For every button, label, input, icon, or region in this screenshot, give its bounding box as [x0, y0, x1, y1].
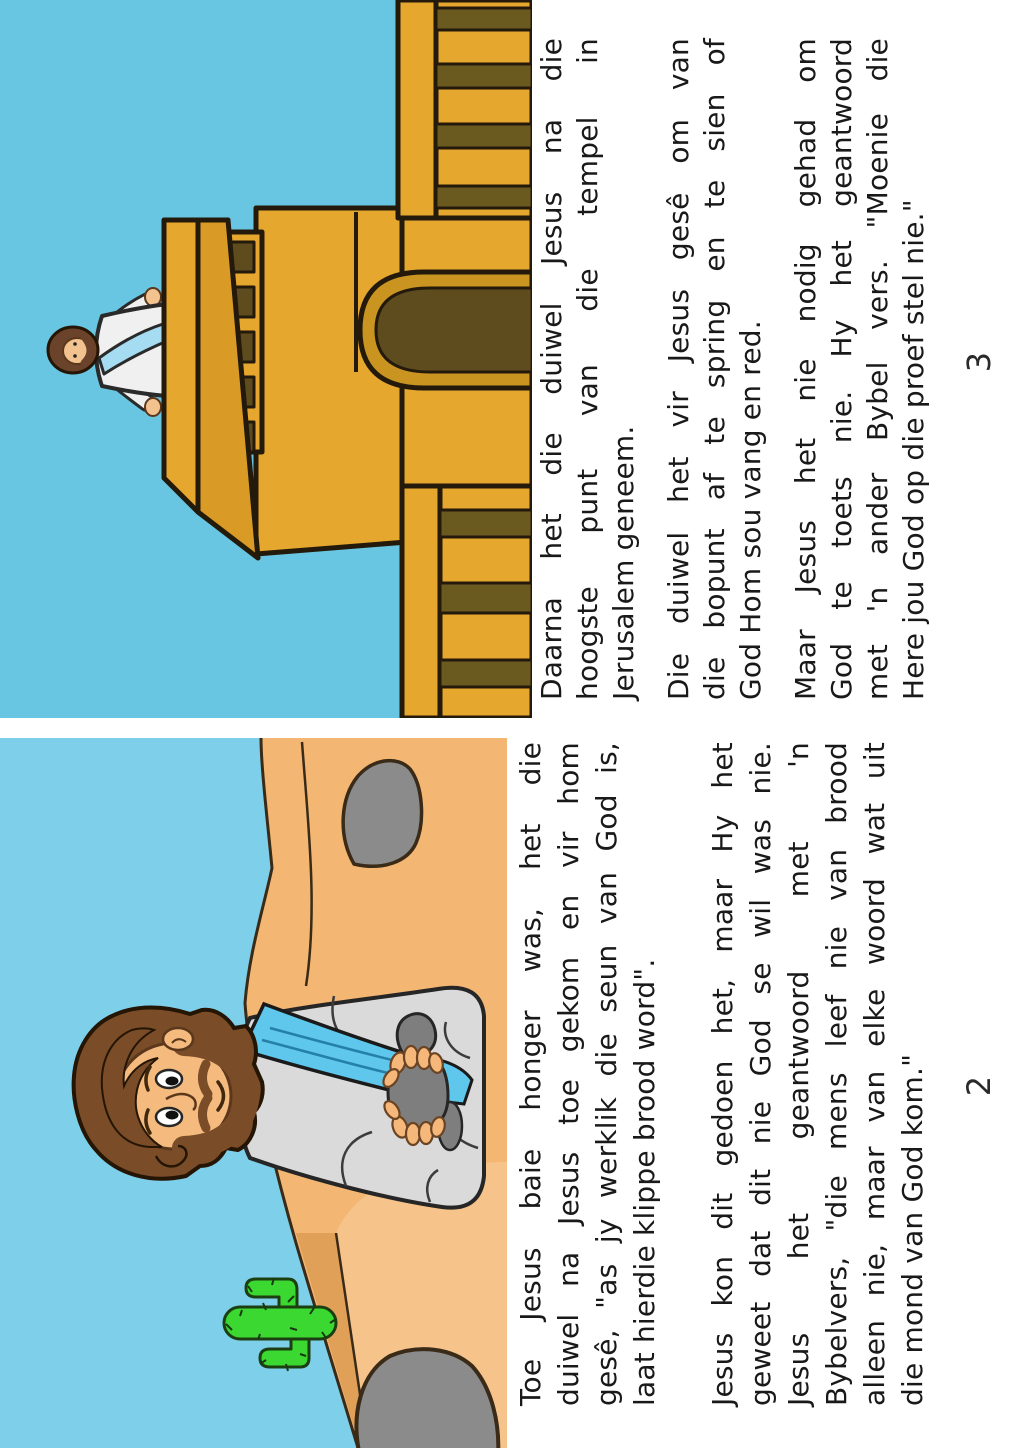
- text-line: geweet dat dit nie God se wil was nie.: [744, 742, 777, 1406]
- text-line: Toe Jesus baie honger was, het die: [514, 742, 547, 1406]
- text-line: Maar Jesus het nie nodig gehad om: [789, 38, 822, 700]
- text-line: duiwel na Jesus toe gekom en vir hom: [552, 742, 585, 1406]
- text-line: Bybelvers, "die mens leef nie van brood: [820, 742, 853, 1406]
- door-opening: [376, 288, 532, 372]
- page-2: [0, 724, 1024, 1448]
- text-line: Daarna het die duiwel Jesus na die: [535, 38, 568, 700]
- text-line: Jesus het geantwoord met 'n: [782, 742, 815, 1406]
- paragraph: [661, 38, 769, 700]
- paragraph: [512, 742, 664, 1406]
- text-line: met 'n ander Bybel vers. "Moenie die: [861, 38, 894, 700]
- temple-illustration: [0, 0, 532, 718]
- text-line: Die duiwel het vir Jesus gesê om van: [662, 38, 695, 700]
- right-beam: [398, 0, 436, 218]
- page-3-number: 3: [960, 351, 998, 373]
- text-line: die bopunt af te spring en te sien of: [698, 38, 731, 700]
- text-line: hoogste punt van die tempel in: [571, 38, 604, 700]
- page-3-text: [534, 38, 932, 700]
- paragraph: [704, 742, 932, 1406]
- left-hand: [145, 398, 161, 416]
- paragraph: [788, 38, 932, 700]
- text-line: God Hom sou vang en red.: [734, 320, 767, 700]
- cornice-top: [164, 220, 198, 512]
- left-beam: [402, 454, 440, 718]
- text-line: Jesus kon dit gedoen het, maar Hy het: [706, 742, 739, 1406]
- page-2-panel: [0, 724, 1024, 1448]
- text-line: Jerusalem geneem.: [607, 425, 640, 700]
- page-2-number: 2: [960, 1075, 998, 1097]
- text-line: Here jou God op die proef stel nie.": [897, 199, 930, 700]
- text-line: gesê, "as jy werklik die seun van God is,: [590, 742, 623, 1406]
- paragraph: [534, 38, 642, 700]
- desert-illustration: [0, 738, 507, 1448]
- text-line: alleen nie, maar van elke woord wat uit: [858, 742, 891, 1406]
- text-line: God te toets nie. Hy het geantwoord: [825, 38, 858, 700]
- text-line: laat hierdie klippe brood word".: [628, 958, 661, 1406]
- page-2-text: [512, 742, 972, 1406]
- text-line: die mond van God kom.": [896, 1053, 929, 1406]
